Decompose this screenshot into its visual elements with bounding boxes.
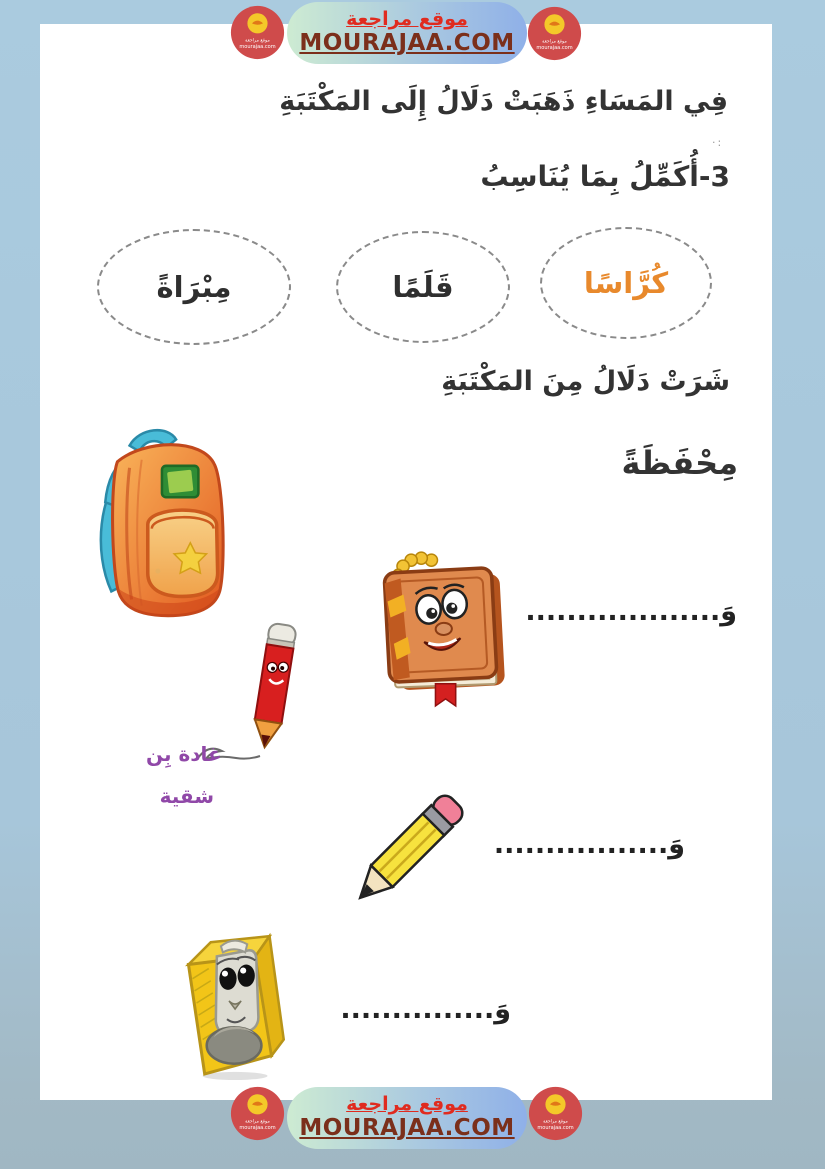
header-site-banner: [287, 2, 527, 64]
footer-site-title-arabic: موقع مراجعة: [346, 1093, 468, 1116]
stray-mark: ·:: [712, 136, 724, 149]
svg-text:موقع مراجعة: موقع مراجعة: [245, 38, 270, 44]
sharpener-icon: [158, 926, 300, 1080]
author-signature-line1: غادة بِن: [146, 742, 222, 766]
svg-text:موقع مراجعة: موقع مراجعة: [542, 39, 567, 45]
header-site-title-arabic: موقع مراجعة: [346, 8, 468, 31]
option-ellipse-sharpener: [97, 229, 291, 345]
site-logo-icon: [527, 6, 582, 61]
sentence-evening: فِي المَسَاءِ ذَهَبَتْ دَلَالُ إِلَى المَكْتَبَةِ: [279, 86, 728, 117]
yellow-pencil-illustration: [333, 793, 465, 929]
author-signature-line2: شقية: [159, 784, 214, 808]
svg-text:mourajaa.com: mourajaa.com: [537, 1125, 574, 1132]
svg-text:موقع مراجعة: موقع مراجعة: [543, 1119, 568, 1125]
svg-text:mourajaa.com: mourajaa.com: [239, 44, 276, 51]
option-word-notebook: كُرَّاسًا: [583, 266, 669, 300]
blank-line-2: وَ.................: [493, 829, 685, 860]
site-logo-badge: [230, 5, 285, 60]
sentence-bought: شَرَتْ دَلَالُ مِنَ المَكْتَبَةِ: [441, 366, 730, 397]
answer-word-bag: مِحْفَظَةً: [621, 444, 738, 482]
option-word-sharpener: مِبْرَاةً: [156, 270, 232, 304]
svg-text:موقع مراجعة: موقع مراجعة: [245, 1119, 270, 1125]
backpack-icon: [85, 418, 247, 623]
author-signature: [146, 742, 250, 808]
header-site-domain-link[interactable]: MOURAJAA.COM: [299, 30, 515, 57]
blank-line-3: وَ...............: [340, 994, 511, 1025]
option-ellipse-notebook: [540, 227, 712, 339]
sharpener-character-illustration: [158, 926, 300, 1084]
site-logo-icon: [230, 5, 285, 60]
blank-line-1: وَ...................: [525, 596, 737, 627]
storybook-icon: [360, 546, 518, 708]
backpack-illustration: [85, 418, 247, 627]
footer-site-banner: [287, 1087, 527, 1149]
svg-text:mourajaa.com: mourajaa.com: [536, 45, 573, 52]
site-logo-icon: [528, 1086, 583, 1141]
question-complete: 3-أُكَمِّلُ بِمَا يُنَاسِبُ: [480, 160, 730, 193]
svg-text:mourajaa.com: mourajaa.com: [239, 1125, 276, 1132]
option-word-pen: قَلَمًا: [392, 270, 454, 304]
site-logo-badge: [230, 1086, 285, 1141]
site-logo-badge: [527, 6, 582, 61]
storybook-character-illustration: [360, 546, 518, 712]
yellow-pencil-icon: [333, 793, 465, 925]
site-logo-badge: [528, 1086, 583, 1141]
footer-site-domain-link[interactable]: MOURAJAA.COM: [299, 1115, 515, 1142]
option-ellipse-pen: [336, 231, 510, 343]
site-logo-icon: [230, 1086, 285, 1141]
